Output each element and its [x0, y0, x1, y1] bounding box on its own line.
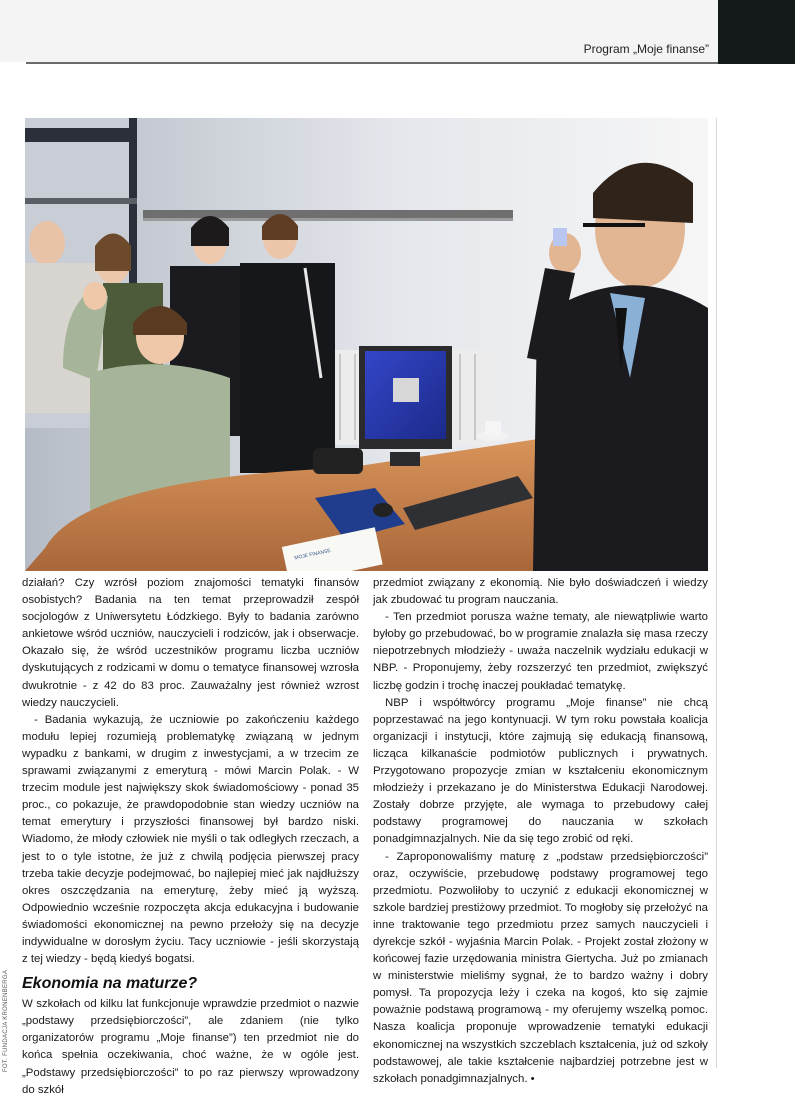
article-paragraph: przedmiot związany z ekonomią. Nie było doświadczeń i wiedzy jak zbudować tu program nauczania. [373, 577, 708, 607]
corner-block [718, 0, 795, 64]
article-right-column [373, 575, 708, 1088]
article-paragraph: - Ten przedmiot porusza ważne tematy, ale niewątpliwie warto byłoby go przebudować, bo w programie znalazła się masa rzeczy niepotrzebnych młodzieży - uważa naczelnik wydziału edukacji w NBP. - Proponujemy, żeby rozszerzyć ten przedmiot, zwiększyć liczbę godzin i trochę inaczej poukładać tematykę. [373, 611, 708, 692]
header-rule [26, 62, 718, 64]
article-paragraph: - Badania wykazują, że uczniowie po zakończeniu każdego modułu lepiej rozumieją problematykę związaną w jednym wypadku z bankami, w drugim z inwestycjami, a w trzecim ze sprawami związanymi z emeryturą - mówi Marcin Polak. - W trzecim module jest największy skok świadomościowy - ponad 35 proc., co pokazuje, że prawdopodobnie stan wiedzy uczniów na temat emerytury i przyszłości finansowej był bardzo niski. Wiadomo, że młody człowiek nie myśli o tak odległych rzeczach, a jest to o tyle istotne, że już z chwilą podjęcia pierwszej pracy trzeba takie decyzje podejmować, bo najlepiej mieć jak najdłuższy okres oszczędzania na emeryturę, żeby mieć ją wyższą. Odpowiednio wcześnie rozpoczęta akcja edukacyjna i budowanie świadomości ekonomicznej na pewno przełoży się na decyzje indywidualne w dorosłym życiu. Tacy uczniowie - jeśli skorzystają z tej wiedzy - będą kiedyś bogatsi. [22, 713, 359, 966]
section-subheading: Ekonomia na maturze? [22, 975, 198, 993]
article-left-column [22, 575, 359, 1099]
article-paragraph: działań? Czy wzrósł poziom znajomości tematyki finansów osobistych? Badania na ten temat przeprowadził zespół socjologów z Uniwersytetu Łódzkiego. Były to badania zarówno ankietowe wśród uczniów, nauczycieli i rodziców, jak i obserwacje. Okazało się, że wśród uczestników programu liczba uczniów dyskutujących z rodzicami w domu o tematyce finansowej wzrosła dwukrotnie - z 42 do 83 proc. Zauważalny jest również wzrost wiedzy nauczycieli. [22, 577, 359, 709]
desk-document-title: MOJE FINANSE [293, 547, 332, 562]
page-edge-line [716, 118, 717, 1068]
article-paragraph: NBP i współtwórcy programu „Moje finanse” nie chcą poprzestawać na jego kontynuacji. W tym roku powstała koalicja organizacji i instytucji, które zajmują się edukacją finansową, licząca kilkanaście podmiotów publicznych i prywatnych. Przygotowano propozycje zmian w kształceniu ekonomicznym młodzieży i przekazano je do Ministerstwa Edukacji Narodowej. Zostały dobrze przyjęte, ale wymaga to przebudowy całej podstawy programowej do nauczania w szkołach ponadgimnazjalnych. Nie da się tego zrobić od ręki. [373, 696, 708, 846]
classroom-photo [25, 118, 708, 571]
photo-credit: FOT. FUNDACJA KRONENBERGA [3, 969, 9, 1072]
section-title: Program „Moje finanse” [583, 42, 709, 56]
article-paragraph: W szkołach od kilku lat funkcjonuje wprawdzie przedmiot o nazwie „podstawy przedsiębiorczości”, ale zdaniem (nie tylko organizatorów programu „Moje finanse”) ten przedmiot nie do końca spełnia oczekiwania, choć ważne, że w ogóle jest. „Podstawy przedsiębiorczości” to po raz pierwszy wprowadzony do szkół [22, 998, 359, 1096]
article-paragraph: - Zaproponowaliśmy maturę z „podstaw przedsiębiorczości” oraz, oczywiście, przebudowę podstawy programowej tego przedmiotu. Pozwoliłoby to uczynić z edukacji ekonomicznej w szkole bardziej prestiżowy przedmiot. To mogłoby się przełożyć na inne traktowanie tego przedmiotu przez samych nauczycieli i dyrekcje szkół - wyjaśnia Marcin Polak. - Projekt został złożony w końcowej fazie urzędowania ministra Giertycha. Już po zmianach w ministerstwie mieliśmy sygnał, że to bardzo ważny i dobry pomysł. Ta propozycja leży i czeka na kogoś, kto się zajmie poważnie podstawą programową - my oferujemy wszelką pomoc. Nasza koalicja proponuje wprowadzenie tematyki edukacji ekonomicznej na wszystkich szczeblach kształcenia, już od szkoły podstawowej, ale takie kształcenie najbardziej potrzebne jest w szkołach ponadgimnazjalnych. • [373, 850, 708, 1085]
